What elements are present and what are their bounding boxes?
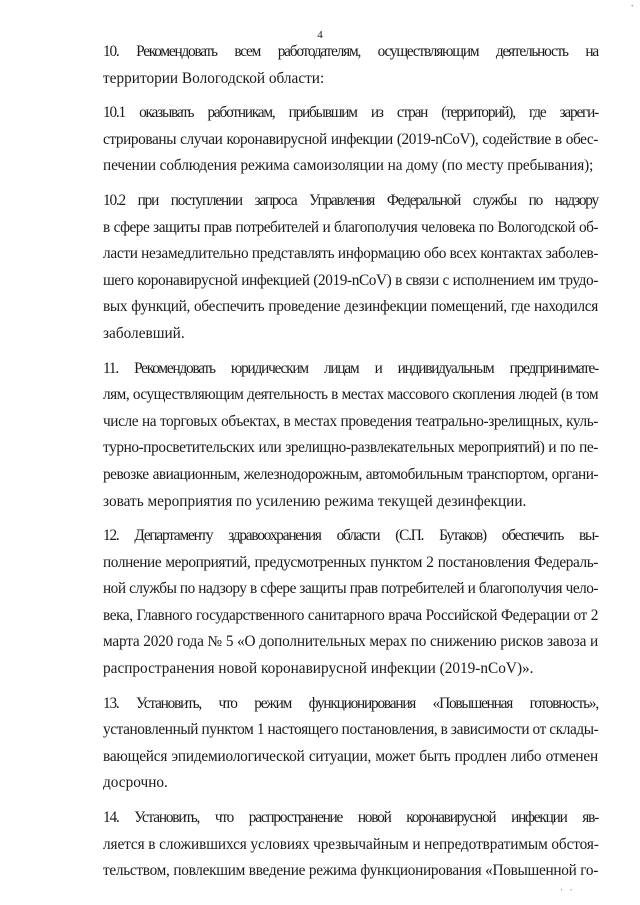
paragraph-10-2 [71, 188, 598, 348]
text-line: распространения новой коронавирусной инфекции (2019-nCoV)». [103, 660, 534, 678]
text-line: стрированы случаи коронавирусной инфекции (2019-nCoV), содействие в обес- [103, 130, 598, 148]
scan-mark: ˎ [630, 0, 634, 7]
text-line: марта 2020 года № 5 «О дополнительных мерах по снижению рисков завоза и [103, 633, 598, 651]
text-line: территории Вологодской области: [103, 69, 325, 87]
text-line: досрочно. [103, 774, 168, 792]
text-line: шего коронавирусной инфекцией (2019-nCoV) в связи с исполнением им трудо- [103, 271, 598, 289]
text-line: полнение мероприятий, предусмотренных пунктом 2 постановления Федераль- [103, 553, 598, 571]
text-line: ласти незамедлительно представлять информацию обо всех контактах заболев- [103, 245, 599, 263]
text-line: 12. Департаменту здравоохранения области (С.П. Бутаков) обеспечить вы- [103, 527, 598, 545]
text-line: 10. Рекомендовать всем работодателям, осуществляющим деятельность на [103, 43, 598, 60]
text-line: ляется в сложившихся условиях чрезвычайным и непредотвратимым обстоя- [103, 835, 599, 853]
text-line: зовать мероприятия по усилению режима текущей дезинфекции. [103, 492, 527, 510]
scan-mark: ˈˈ [560, 888, 579, 899]
text-line: 13. Установить, что режим функционирования «Повышенная готовность», [103, 694, 598, 712]
text-line: лям, осуществляющим деятельность в местах массового скопления людей (в том [103, 386, 598, 404]
paragraph-13 [71, 691, 598, 797]
text-line: века, Главного государственного санитарного врача Российской Федерации от 2 [103, 606, 598, 624]
text-line: ной службы по надзору в сфере защиты прав потребителей и благополучия чело- [103, 580, 598, 598]
text-line: заболевший. [103, 324, 185, 342]
text-line: 10.1 оказывать работникам, прибывшим из стран (территорий), где зареги- [103, 104, 598, 122]
document-body [71, 39, 598, 893]
text-line: 10.2 при поступлении запроса Управления Федеральной службы по надзору [103, 191, 598, 209]
paragraph-11 [71, 356, 598, 516]
text-line: 11. Рекомендовать юридическим лицам и индивидуальным предпринимате- [103, 359, 598, 377]
text-line: 14. Установить, что распространение новой коронавирусной инфекции яв- [103, 809, 598, 827]
text-line: турно-просветительских или зрелищно-развлекательных мероприятий) и по пе- [103, 439, 598, 457]
text-line: вых функций, обеспечить проведение дезинфекции помещений, где находился [103, 298, 598, 316]
text-line: ревозке авиационным, железнодорожным, автомобильным транспортом, органи- [103, 465, 598, 483]
page-number: 4 [317, 29, 323, 41]
text-line: вающейся эпидемиологической ситуации, может быть продлен либо отменен [103, 747, 598, 765]
text-line: числе на торговых объектах, в местах проведения театрально-зрелищных, куль- [103, 412, 598, 430]
text-line: в сфере защиты прав потребителей и благополучия человека по Вологодской об- [103, 218, 598, 236]
paragraph-10 [71, 39, 598, 92]
paragraph-12 [71, 523, 598, 683]
paragraph-10-1 [71, 100, 598, 180]
text-line: установленный пунктом 1 настоящего постановления, в зависимости от склады- [103, 721, 599, 739]
text-line: тельством, повлекшим введение режима функционирования «Повышенной го- [103, 862, 598, 880]
paragraph-14 [71, 805, 598, 885]
text-line: печении соблюдения режима самоизоляции на дому (по месту пребывания); [103, 157, 594, 175]
